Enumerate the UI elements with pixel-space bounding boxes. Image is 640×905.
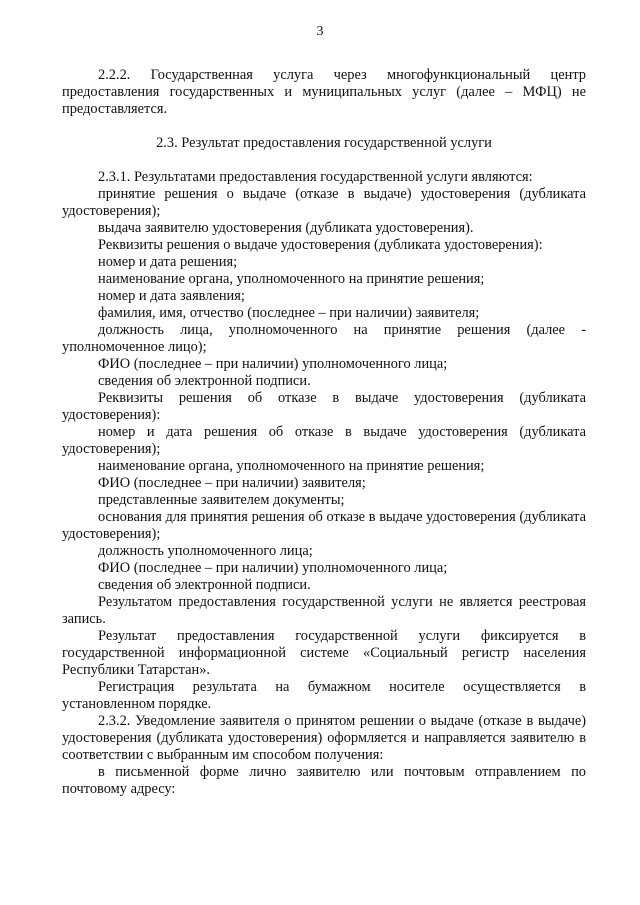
document-body bbox=[62, 67, 586, 798]
paragraph: сведения об электронной подписи. bbox=[98, 373, 311, 389]
paragraph: наименование органа, уполномоченного на принятие решения; bbox=[98, 271, 485, 287]
paragraph: номер и дата решения об отказе в выдаче удостоверения (дубликата удостоверения); bbox=[62, 424, 586, 457]
paragraph: сведения об электронной подписи. bbox=[98, 577, 311, 593]
page-number: 3 bbox=[316, 24, 324, 39]
paragraph: фамилия, имя, отчество (последнее – при наличии) заявителя; bbox=[98, 305, 480, 321]
paragraph: выдача заявителю удостоверения (дубликата удостоверения). bbox=[98, 220, 474, 236]
paragraph: должность уполномоченного лица; bbox=[98, 543, 313, 559]
paragraph: 2.3.1. Результатами предоставления государственной услуги являются: bbox=[98, 169, 533, 185]
paragraph: 2.3.2. Уведомление заявителя о принятом решении о выдаче (отказе в выдаче) удостоверения (дубликата удостоверения) оформляется и направляется заявителю в соответствии с выбранным им способом получения: bbox=[62, 713, 586, 763]
paragraph: Реквизиты решения о выдаче удостоверения (дубликата удостоверения): bbox=[98, 237, 543, 253]
paragraph: Результат предоставления государственной услуги фиксируется в государственной информационной системе «Социальный регистр населения Республики Татарстан». bbox=[62, 628, 586, 678]
paragraph: основания для принятия решения об отказе в выдаче удостоверения (дубликата удостоверения); bbox=[62, 509, 586, 542]
paragraph: ФИО (последнее – при наличии) заявителя; bbox=[98, 475, 366, 491]
paragraph: Реквизиты решения об отказе в выдаче удостоверения (дубликата удостоверения): bbox=[62, 390, 586, 423]
paragraph: в письменной форме лично заявителю или почтовым отправлением по почтовому адресу: bbox=[62, 764, 586, 797]
paragraph: представленные заявителем документы; bbox=[98, 492, 345, 508]
paragraph: должность лица, уполномоченного на принятие решения (далее - уполномоченное лицо); bbox=[62, 322, 586, 355]
paragraph: номер и дата решения; bbox=[98, 254, 238, 270]
paragraph: ФИО (последнее – при наличии) уполномоченного лица; bbox=[98, 560, 448, 576]
paragraph: ФИО (последнее – при наличии) уполномоченного лица; bbox=[98, 356, 448, 372]
paragraph: Регистрация результата на бумажном носителе осуществляется в установленном порядке. bbox=[62, 679, 586, 712]
paragraph: номер и дата заявления; bbox=[98, 288, 245, 304]
paragraph-2-2-2: 2.2.2. Государственная услуга через многофункциональный центр предоставления государственных и муниципальных услуг (далее – МФЦ) не предоставляется. bbox=[62, 67, 586, 117]
paragraph: наименование органа, уполномоченного на принятие решения; bbox=[98, 458, 485, 474]
paragraph: принятие решения о выдаче (отказе в выдаче) удостоверения (дубликата удостоверения); bbox=[62, 186, 586, 219]
paragraph: Результатом предоставления государственной услуги не является реестровая запись. bbox=[62, 594, 586, 627]
section-heading: 2.3. Результат предоставления государственной услуги bbox=[156, 135, 492, 151]
